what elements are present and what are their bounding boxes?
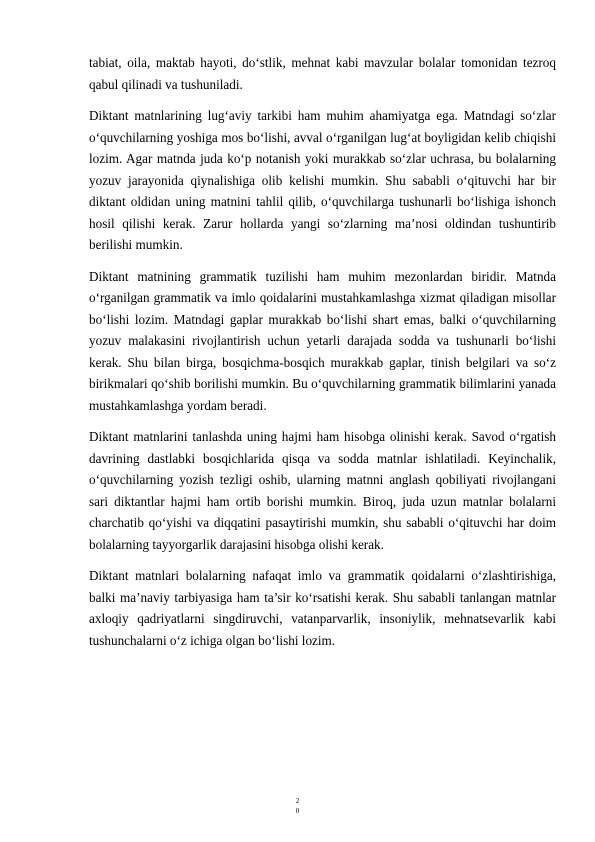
- page-number: [0, 796, 595, 816]
- page-body: [89, 52, 556, 661]
- page-number-digit-2: 0: [295, 807, 300, 815]
- paragraph-2: Diktant matnlarining lug‘aviy tarkibi ham muhim ahamiyatga ega. Matndagi so‘zlar o‘quvchilarning yoshiga mos bo‘lishi, avval o‘rganilgan lug‘at boyligidan kelib chiqishi lozim. Agar matnda juda ko‘p notanish yoki murakkab so‘zlar uchrasa, bu bolalarning yozuv jarayonida qiynalishiga olib kelishi mumkin. Shu sababli o‘qituvchi har bir diktant oldidan uning matnini tahlil qilib, o‘quvchilarga tushunarli bo‘lishiga ishonch hosil qilishi kerak. Zarur hollarda yangi so‘zlarning ma’nosi oldindan tushuntirib berilishi mumkin.: [89, 108, 556, 252]
- paragraph-4: Diktant matnlarini tanlashda uning hajmi ham hisobga olinishi kerak. Savod o‘rgatish davrining dastlabki bosqichlarida qisqa va sodda matnlar ishlatiladi. Keyinchalik, o‘quvchilarning yozish tezligi oshib, ularning matnni anglash qobiliyati rivojlangani sari diktantlar hajmi ham ortib borishi mumkin. Biroq, juda uzun matnlar bolalarni charchatib qo‘yishi va diqqatini pasaytirishi mumkin, shu sababli o‘qituvchi har doim bolalarning tayyorgarlik darajasini hisobga olishi kerak.: [89, 429, 556, 552]
- paragraph-3: Diktant matnining grammatik tuzilishi ham muhim mezonlardan biridir. Matnda o‘rganilgan grammatik va imlo qoidalarini mustahkamlashga xizmat qiladigan misollar bo‘lishi lozim. Matndagi gaplar murakkab bo‘lishi shart emas, balki o‘quvchilarning yozuv malakasini rivojlantirish uchun yetarli darajada sodda va tushunarli bo‘lishi kerak. Shu bilan birga, bosqichma-bosqich murakkab gaplar, tinish belgilari va so‘z birikmalari qo‘shib borilishi mumkin. Bu o‘quvchilarning grammatik bilimlarini yanada mustahkamlashga yordam beradi.: [89, 268, 556, 413]
- paragraph-1: tabiat, oila, maktab hayoti, do‘stlik, mehnat kabi mavzular bolalar tomonidan tezroq qabul qilinadi va tushuniladi.: [89, 55, 556, 92]
- page-number-digit-1: 2: [295, 797, 300, 805]
- paragraph-5: Diktant matnlari bolalarning nafaqat imlo va grammatik qoidalarni o‘zlashtirishiga, balki ma’naviy tarbiyasiga ham ta’sir ko‘rsatishi kerak. Shu sababli tanlangan matnlar axloqiy qadriyatlarni singdiruvchi, vatanparvarlik, insoniylik, mehnatsevarlik kabi tushunchalarni o‘z ichiga olgan bo‘lishi lozim.: [89, 568, 556, 648]
